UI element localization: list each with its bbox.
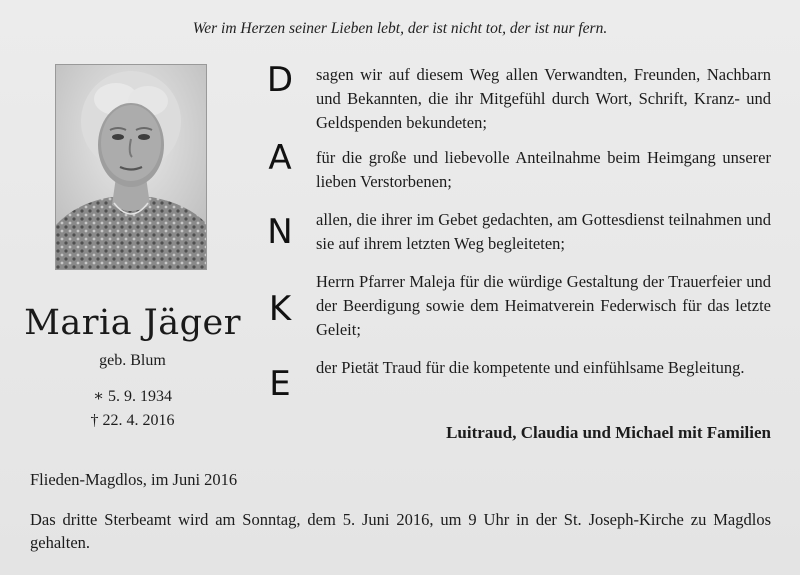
portrait-photo [55,64,207,270]
thanks-paragraph-2: für die große und liebevolle Anteilnahme beim Heimgang unserer lieben Verstorbenen; [316,148,771,191]
family-signature: Luitraud, Claudia und Michael mit Familien [446,423,771,442]
deceased-name: Maria Jäger [24,303,241,343]
service-notice: Das dritte Sterbeamt wird am Sonntag, dem 5. Juni 2016, um 9 Uhr in der St. Joseph-Kirche zu Magdlos gehalten. [30,510,771,552]
danke-letter-e: E [269,364,291,404]
thanks-paragraph-3: allen, die ihrer im Gebet gedachten, am Gottesdienst teilnahmen und sie auf ihrem letzten Weg begleiteten; [316,210,771,253]
danke-letter-k: K [268,289,292,329]
thanks-paragraph-5: der Pietät Traud für die kompetente und einfühlsame Begleitung. [316,358,745,377]
thanks-paragraph-4: Herrn Pfarrer Maleja für die würdige Gestaltung der Trauerfeier und der Beerdigung sowie dem Heimatverein Federwisch für das letzte Geleit; [316,272,771,339]
birth-name: geb. Blum [99,352,166,369]
danke-letter-a: A [268,138,292,178]
death-date: † 22. 4. 2016 [90,412,175,429]
danke-letter-n: N [267,212,293,252]
thanks-paragraph-1: sagen wir auf diesem Weg allen Verwandten, Freunden, Nachbarn und Bekannten, die ihr Mitgefühl durch Wort, Schrift, Kranz- und Geldspenden bekundeten; [316,65,771,132]
place-date: Flieden-Magdlos, im Juni 2016 [30,470,238,489]
motto-quote: Wer im Herzen seiner Lieben lebt, der ist nicht tot, der ist nur fern. [192,20,608,37]
birth-date: ∗ 5. 9. 1934 [93,388,172,405]
danke-letter-d: D [266,60,294,100]
